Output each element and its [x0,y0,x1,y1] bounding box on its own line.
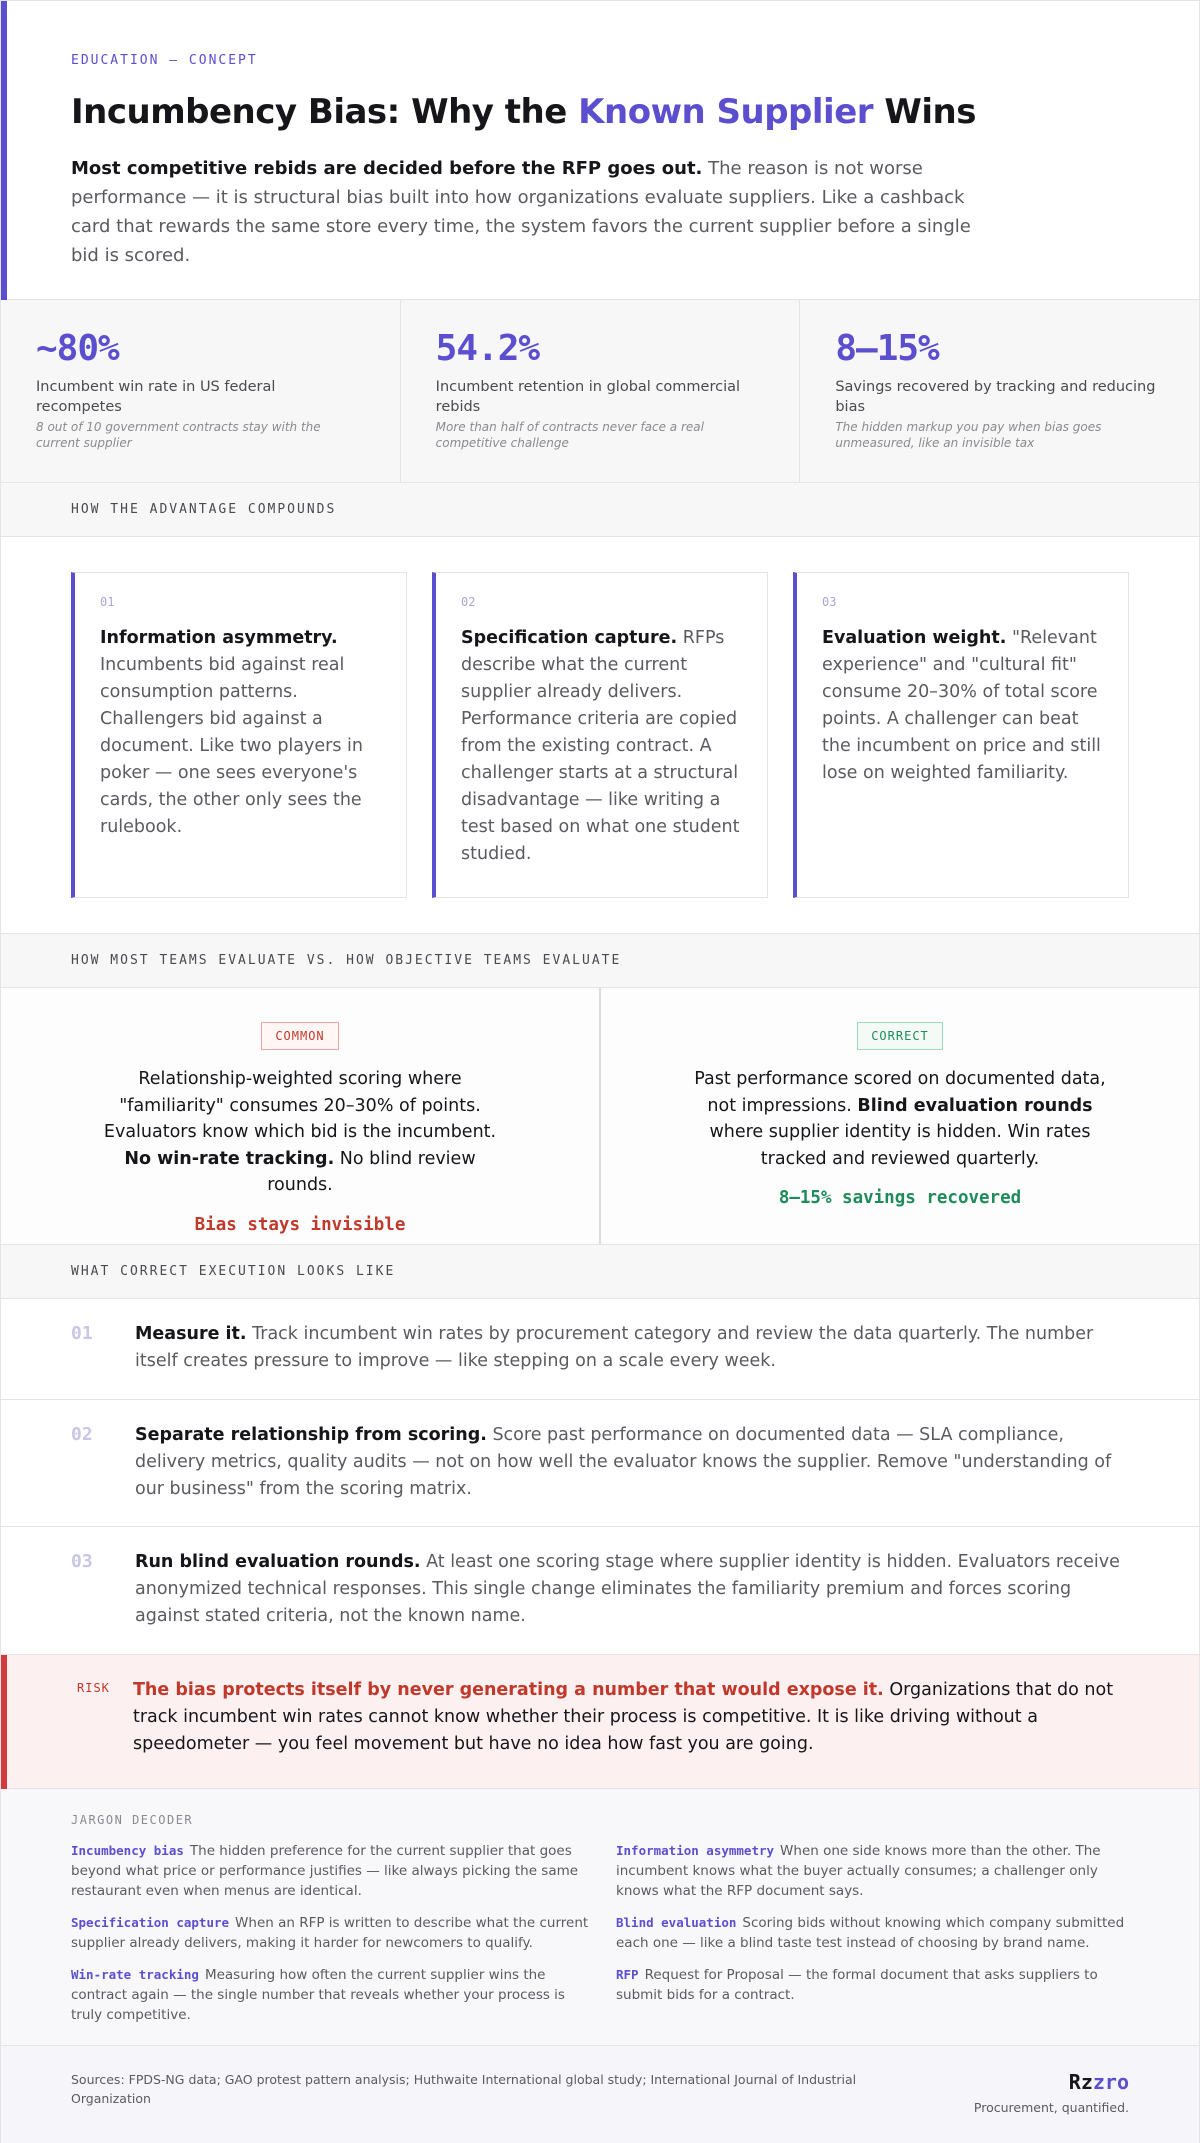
stat-card [401,300,801,482]
step-text [135,1549,1129,1654]
risk-label: RISK [77,1681,110,1695]
stat-label: Incumbent retention in global commercial rebids [435,379,741,415]
brand-tagline: Procurement, quantified. [973,2100,1129,2115]
card-body: "Relevant experience" and "cultural fit" consume 20–30% of total score points. A challenger can beat the incumbent on price and still lose on weighted familiarity. [822,628,1101,783]
compare-correct [601,988,1199,1244]
compare-text [690,1066,1110,1172]
card-text [100,625,382,841]
card-number: 01 [100,595,115,609]
stat-note: 8 out of 10 government contracts stay with the current supplier [36,420,321,450]
term-definition: The hidden preference for the current supplier that goes beyond what price or performance justifies — like always picking the same restaurant even when menus are identical. [71,1843,579,1899]
compare-text-part: Relationship-weighted scoring where "familiarity" consumes 20–30% of points. Evaluators know which bid is the incumbent. [103,1069,497,1142]
step-number: 01 [71,1323,93,1344]
card-text [461,625,743,868]
page-title [71,92,1129,132]
jargon-term [616,1913,1135,1953]
step-number: 03 [71,1551,93,1572]
stat-value: ~80% [36,328,119,369]
lead-rest: The reason is not worse performance — it is structural bias built into how organizations evaluate suppliers. Like a cashback card that rewards the same store every time, the system favors the current supplier before a single bid is scored. [71,158,971,266]
jargon-term [71,1913,590,1953]
step-item [1,1400,1199,1527]
compare-text-part: No blind review rounds. [267,1148,476,1195]
lead-paragraph [71,154,981,270]
risk-accent-bar [1,1655,7,1789]
header-accent-bar [1,1,7,300]
step-body: At least one scoring stage where supplier identity is hidden. Evaluators receive anonymized technical responses. This single change eliminates the familiarity premium and forces scoring against stated criteria, not the known name. [135,1552,1120,1626]
title-highlight: Known Supplier [578,92,874,132]
term-name: Incumbency bias [71,1843,184,1858]
compound-card [432,572,768,898]
section-label-execution: WHAT CORRECT EXECUTION LOOKS LIKE [1,1245,1199,1299]
common-badge: COMMON [261,1022,338,1050]
step-bold: Measure it. [135,1324,247,1344]
jargon-term [71,1841,590,1901]
stat-card [1,300,401,482]
title-post: Wins [873,92,976,132]
step-item [1,1527,1199,1655]
card-bold: Evaluation weight. [822,628,1007,648]
jargon-term [616,1965,1135,2005]
compare-text [90,1066,510,1199]
stat-note: More than half of contracts never face a real competitive challenge [435,420,704,450]
footer [1,2046,1199,2143]
compound-cards [1,537,1199,934]
card-number: 02 [461,595,476,609]
compare-bold: No win-rate tracking. [124,1148,335,1169]
card-number: 03 [822,595,837,609]
card-body: Incumbents bid against real consumption patterns. Challengers bid against a document. Like two players in poker — one sees everyone's cards, the other only sees the rulebook. [100,655,363,837]
correct-badge: CORRECT [857,1022,943,1050]
jargon-term [616,1841,1135,1901]
stat-value: 8–15% [835,328,939,369]
risk-callout [1,1655,1199,1789]
term-name: RFP [616,1967,639,1982]
jargon-decoder [1,1789,1199,2046]
jargon-grid [71,1841,1129,2025]
lead-bold: Most competitive rebids are decided before the RFP goes out. [71,158,703,179]
stats-row [1,300,1199,483]
stat-label: Incumbent win rate in US federal recompetes [36,379,276,415]
jargon-column-right [616,1841,1135,2025]
compare-result-good: 8–15% savings recovered [778,1188,1022,1208]
brand-logo [974,2070,1129,2094]
stat-label: Savings recovered by tracking and reducing bias [835,379,1156,415]
section-label-compounds: HOW THE ADVANTAGE COMPOUNDS [1,483,1199,537]
stat-value: 54.2% [435,328,540,369]
term-name: Win-rate tracking [71,1967,199,1982]
risk-bold: The bias protects itself by never generating a number that would expose it. [133,1680,884,1700]
step-bold: Separate relationship from scoring. [135,1425,487,1445]
jargon-column-left [71,1841,590,2025]
jargon-title: JARGON DECODER [71,1813,194,1827]
sources-text: Sources: FPDS-NG data; GAO protest pattern analysis; Huthwaite International global study; International Journal of Industrial Organization [71,2072,857,2106]
header [1,1,1199,300]
card-body: RFPs describe what the current supplier already delivers. Performance criteria are copied from the existing contract. A challenger starts at a structural disadvantage — like writing a test based on what one student studied. [461,628,740,864]
section-label-evaluate: HOW MOST TEAMS EVALUATE VS. HOW OBJECTIVE TEAMS EVALUATE [1,934,1199,988]
compare-text-part: where supplier identity is hidden. Win rates tracked and reviewed quarterly. [709,1122,1091,1169]
step-body: Track incumbent win rates by procurement category and review the data quarterly. The number itself creates pressure to improve — like stepping on a scale every week. [135,1324,1094,1371]
brand [974,2070,1129,2143]
step-item [1,1299,1199,1400]
card-bold: Specification capture. [461,628,678,648]
jargon-term [71,1965,590,2025]
stat-card [800,300,1199,482]
step-text [135,1422,1129,1526]
term-definition: Scoring bids without knowing which company submitted each one — like a blind taste test instead of choosing by brand name. [616,1915,1125,1951]
compare-result-bad: Bias stays invisible [194,1214,406,1235]
risk-body: Organizations that do not track incumbent win rates cannot know whether their process is competitive. It is like driving without a speedometer — you feel movement but have no idea how fast you are going. [133,1680,1114,1754]
compare-common [1,988,601,1244]
title-pre: Incumbency Bias: Why the [71,92,579,132]
term-name: Specification capture [71,1915,230,1930]
term-name: Blind evaluation [616,1915,737,1930]
risk-text [133,1677,1139,1788]
step-text [135,1321,1129,1399]
compound-card [793,572,1129,898]
logo-part: Rz [1068,2070,1093,2094]
logo-accent: zro [1092,2070,1129,2094]
stat-note: The hidden markup you pay when bias goes unmeasured, like an invisible tax [835,420,1102,450]
step-body: Score past performance on documented data — SLA compliance, delivery metrics, quality audits — not on how well the evaluator knows the supplier. Remove "understanding of our business" from the scoring matrix. [135,1425,1112,1499]
term-definition: Request for Proposal — the formal document that asks suppliers to submit bids for a contract. [616,1967,1098,2003]
step-bold: Run blind evaluation rounds. [135,1552,421,1572]
term-name: Information asymmetry [616,1843,775,1858]
eyebrow: EDUCATION — CONCEPT [71,53,258,68]
term-definition: When an RFP is written to describe what the current supplier already delivers, making it harder for newcomers to qualify. [71,1915,589,1951]
compare-text-part: Past performance scored on documented data, not impressions. [694,1069,1106,1116]
card-bold: Information asymmetry. [100,628,338,648]
compare-bold: Blind evaluation rounds [857,1095,1093,1116]
term-definition: Measuring how often the current supplier wins the contract again — the single number that reveals whether your process is truly competitive. [71,1967,565,2023]
step-number: 02 [71,1424,93,1445]
card-text [822,625,1104,787]
comparison [1,988,1199,1245]
term-definition: When one side knows more than the other. The incumbent knows what the buyer actually consumes; a challenger only knows what the RFP document says. [616,1843,1101,1899]
compound-card [71,572,407,898]
